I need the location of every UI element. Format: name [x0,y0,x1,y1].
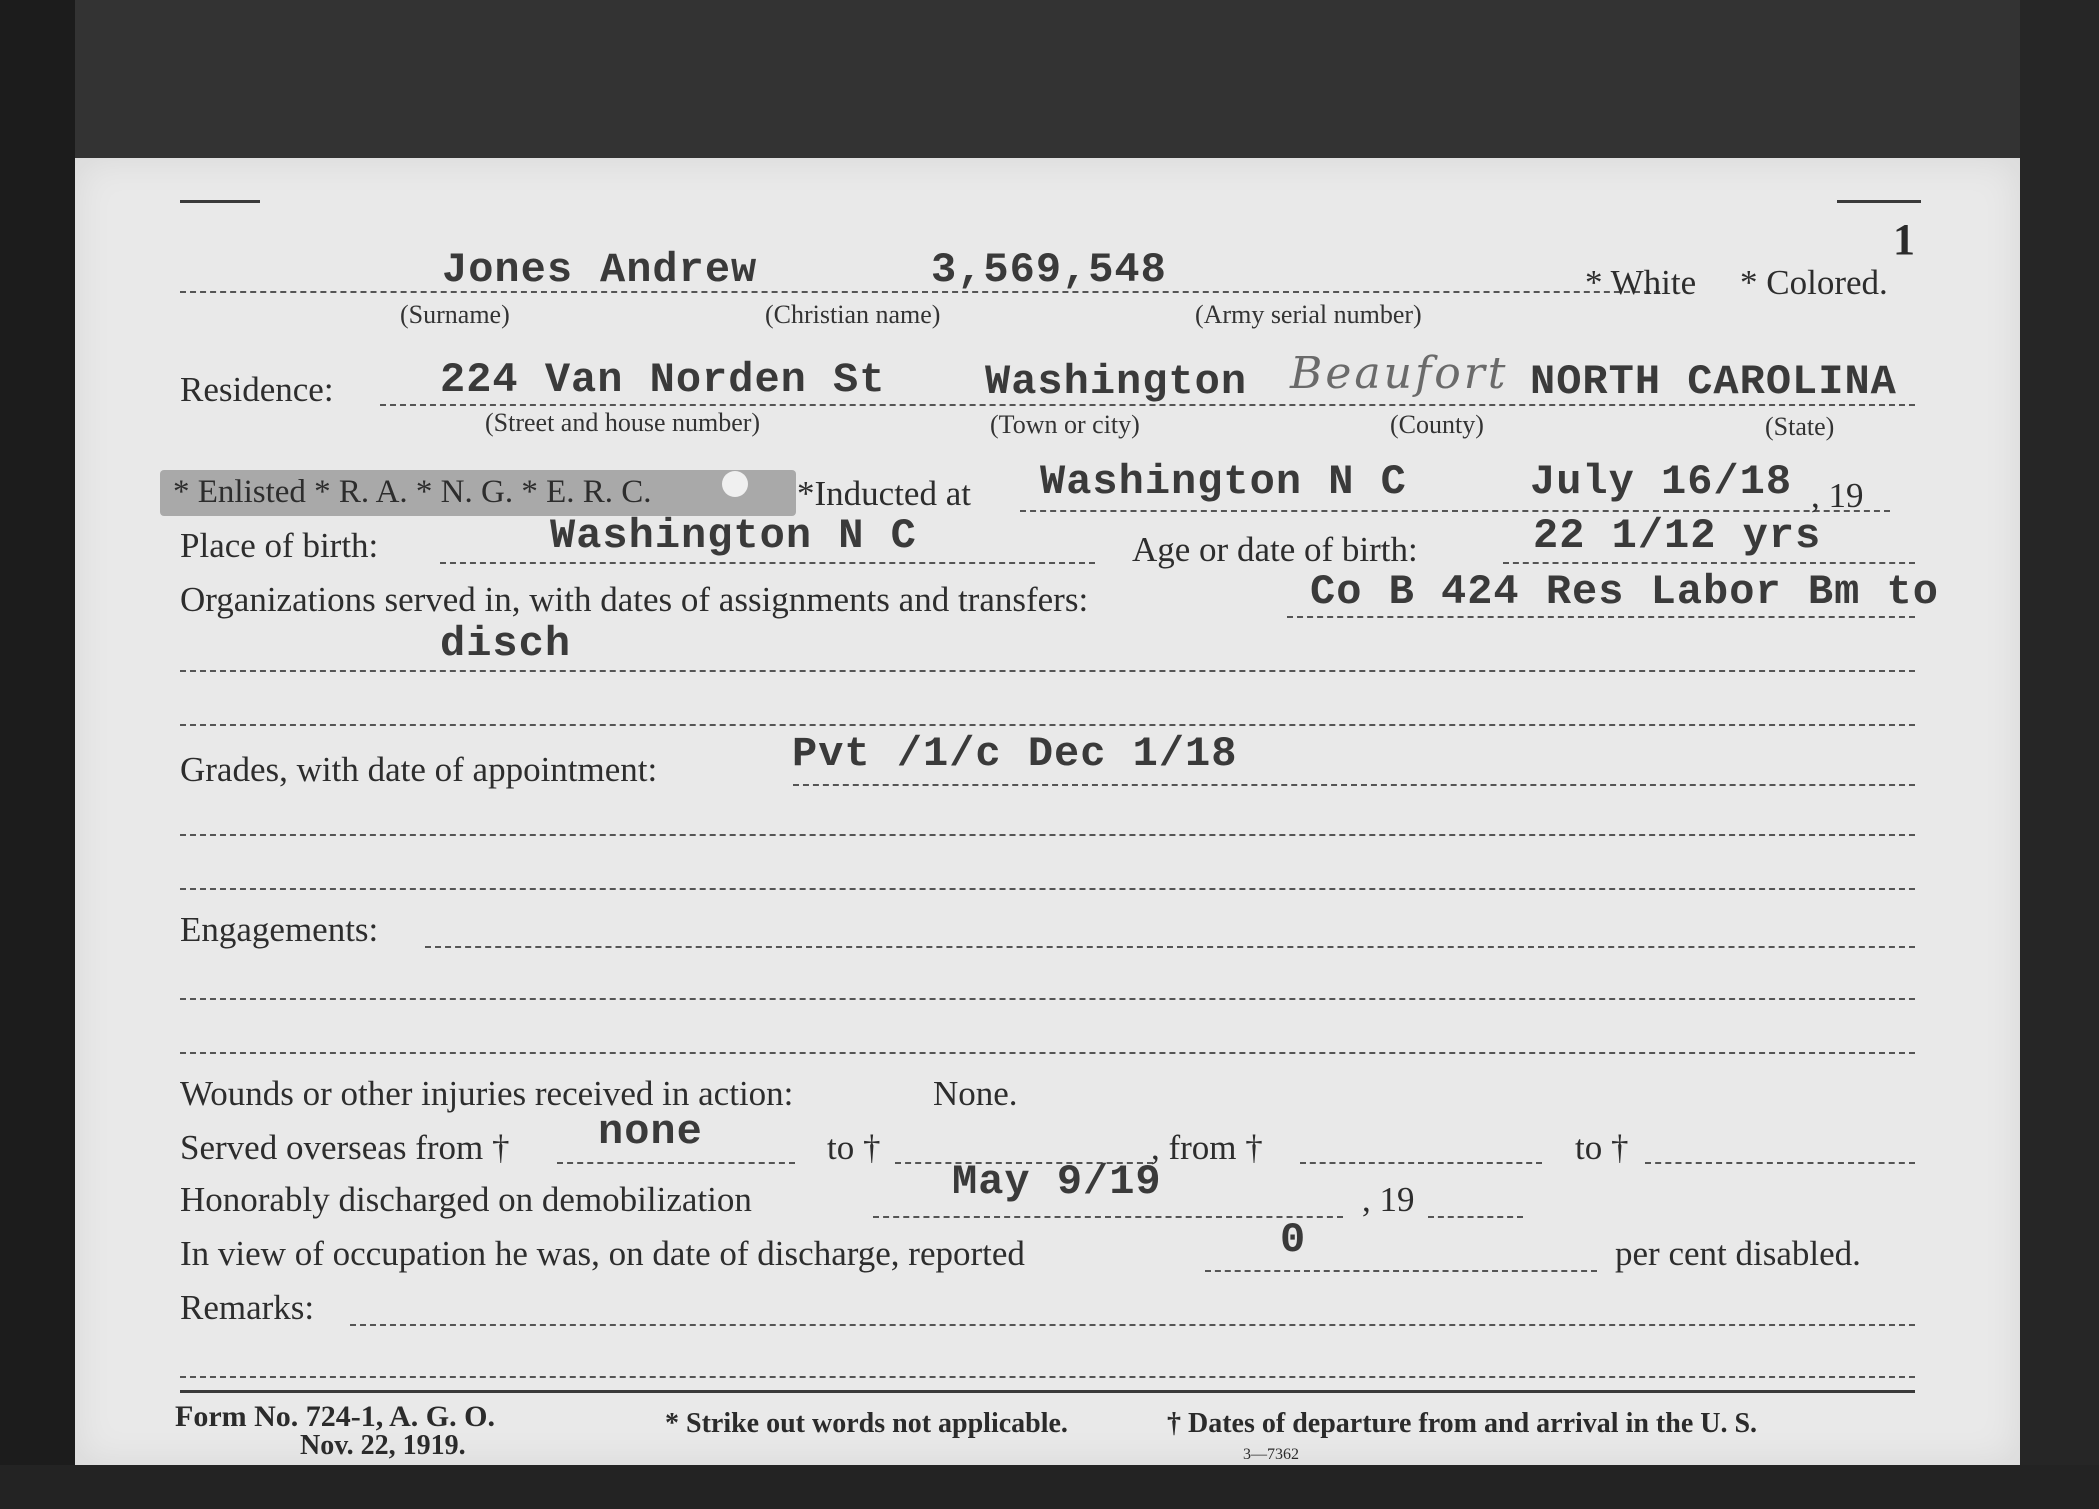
caption-county: (County) [1390,410,1484,439]
disability-label: In view of occupation he was, on date of discharge, reported [180,1234,1025,1273]
page-number: 1 [1893,215,1915,264]
inducted-label: *Inducted at [797,474,971,513]
scanner-background-top [0,0,2099,160]
grades-line-1 [793,784,1915,786]
strike-note: * Strike out words not applicable. [665,1408,1068,1439]
remarks-label: Remarks: [180,1288,315,1327]
scanner-background-bottom [0,1465,2099,1509]
overseas-to-label: to † [827,1128,881,1167]
discharge-date-value: May 9/19 [952,1158,1162,1206]
overseas-from-label-2: , from † [1151,1128,1263,1167]
overseas-from-line-2 [1300,1162,1542,1164]
state-value: NORTH CAROLINA [1530,358,1897,406]
organizations-value-2: disch [440,620,572,668]
wounds-value: None. [933,1074,1018,1113]
enlisted-options: * Enlisted * R. A. * N. G. * E. R. C. [173,474,652,510]
age-line [1503,562,1915,564]
grades-line-2 [180,834,1915,836]
birthplace-line [440,562,1095,564]
caption-serial: (Army serial number) [1195,300,1422,329]
caption-street: (Street and house number) [485,408,761,437]
race-colored: * Colored. [1740,263,1888,302]
overseas-from-line [557,1162,795,1164]
engagements-line-2 [180,998,1915,1000]
race-white: * White [1585,263,1697,302]
caption-christian-name: (Christian name) [765,300,941,329]
scanner-background-right [2020,0,2099,1509]
discharge-year-line [1428,1216,1523,1218]
county-value: Beaufort [1290,348,1509,399]
remarks-line-2 [180,1376,1915,1378]
form-date: Nov. 22, 1919. [300,1430,466,1461]
engagements-line-3 [180,1052,1915,1054]
organizations-value-1: Co B 424 Res Labor Bm to [1310,568,1939,616]
birthplace-value: Washington N C [550,512,917,560]
age-label: Age or date of birth: [1132,530,1418,569]
discharge-year-suffix: , 19 [1362,1180,1415,1219]
residence-label: Residence: [180,370,334,409]
disability-value: 0 [1280,1216,1307,1264]
age-value: 22 1/12 yrs [1533,512,1822,560]
surname-value: Jones [442,246,574,294]
disability-suffix: per cent disabled. [1615,1234,1861,1273]
organizations-line-1 [1287,616,1915,618]
street-value: 224 Van Norden St [440,356,886,404]
overseas-label: Served overseas from † [180,1128,510,1167]
remarks-line-1 [350,1324,1915,1326]
engagements-label: Engagements: [180,910,379,949]
print-code: 3—7362 [1243,1446,1299,1463]
wounds-label: Wounds or other injuries received in action: [180,1074,794,1113]
caption-state: (State) [1765,412,1835,441]
caption-town: (Town or city) [990,410,1140,439]
grades-label: Grades, with date of appointment: [180,750,658,789]
serial-number-value: 3,569,548 [931,246,1167,294]
name-line [180,291,1660,293]
disability-line [1205,1270,1597,1272]
service-record-card [75,158,2020,1465]
town-value: Washington [985,358,1248,406]
inducted-place-value: Washington N C [1040,458,1407,506]
grades-value: Pvt /1/c Dec 1/18 [792,730,1238,778]
organizations-line-2 [180,670,1915,672]
dates-note: † Dates of departure from and arrival in the U. S. [1167,1408,1758,1439]
punch-hole [722,471,748,497]
grades-line-3 [180,888,1915,890]
birthplace-label: Place of birth: [180,526,379,565]
inducted-date-value: July 16/18 [1530,458,1793,506]
overseas-to-label-2: to † [1575,1128,1629,1167]
scanner-background-left [0,0,75,1509]
christian-name-value: Andrew [600,246,758,294]
top-right-rule [1837,200,1921,203]
organizations-line-3 [180,724,1915,726]
organizations-label: Organizations served in, with dates of assignments and transfers: [180,580,1089,619]
overseas-to-line-2 [1645,1162,1915,1164]
overseas-from-value: none [598,1108,703,1156]
discharged-line [873,1216,1343,1218]
inducted-year-suffix: , 19 [1811,476,1864,515]
engagements-line-1 [425,946,1915,948]
form-number: Form No. 724-1, A. G. O. [175,1400,495,1433]
discharged-label: Honorably discharged on demobilization [180,1180,752,1219]
caption-surname: (Surname) [400,300,510,329]
top-left-rule [180,200,260,203]
footer-rule [180,1390,1915,1393]
